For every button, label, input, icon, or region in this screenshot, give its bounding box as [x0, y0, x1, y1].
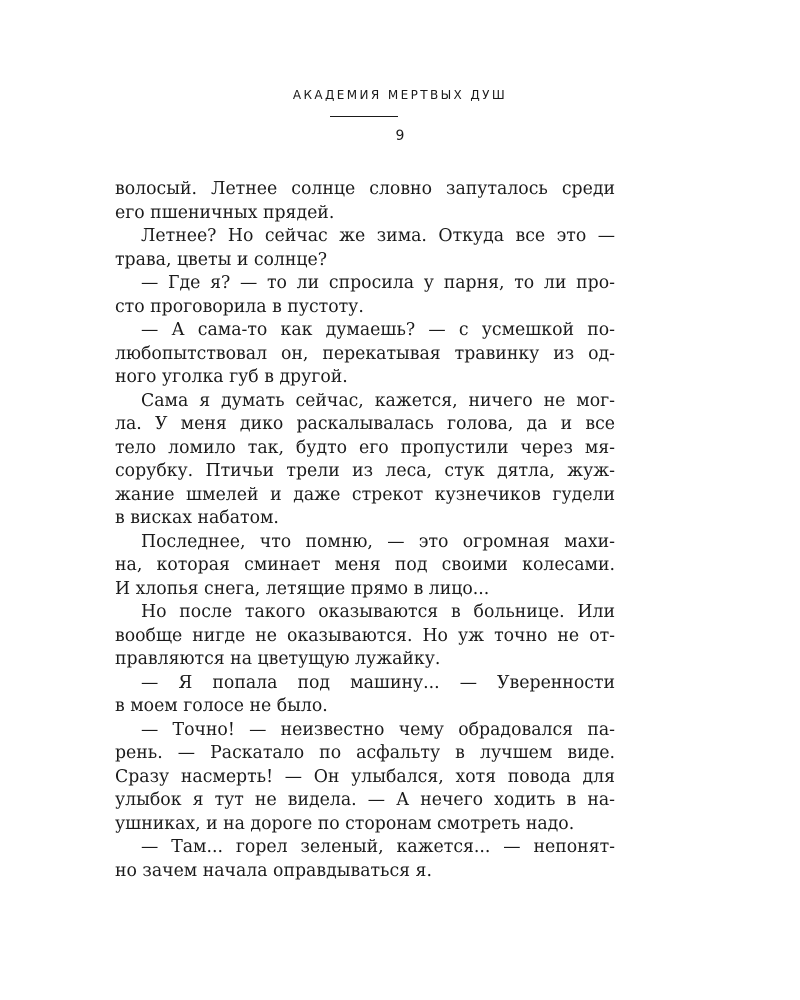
paragraph: [115, 719, 615, 837]
paragraph: [115, 272, 615, 319]
text-line: вообще нигде не оказываются. Но уж точно не от-: [115, 625, 615, 646]
text-line: правляются на цветущую лужайку.: [115, 649, 441, 669]
running-head: АКАДЕМИЯ МЕРТВЫХ ДУШ: [292, 88, 508, 102]
text-line: сто проговорила в пустоту.: [115, 296, 364, 317]
text-line: трава, цветы и солнце?: [115, 249, 328, 270]
text-line: — Там... горел зеленый, кажется... — непонят-: [141, 837, 615, 857]
page-number: 9: [395, 128, 405, 144]
text-line: ушниках, и на дороге по сторонам смотреть надо.: [115, 813, 575, 834]
text-line: ного уголка губ в другой.: [115, 367, 348, 387]
paragraph: [115, 319, 615, 390]
text-line: тело ломило так, будто его пропустили через мя-: [115, 437, 615, 458]
text-line: сорубку. Птичьи трели из леса, стук дятла, жуж-: [115, 461, 615, 481]
text-line: в висках набатом.: [115, 508, 279, 528]
text-line: Сразу насмерть! — Он улыбался, хотя повода для: [115, 766, 615, 787]
paragraph: [115, 601, 615, 672]
text-line: — Точно! — неизвестно чему обрадовался па-: [141, 719, 615, 740]
text-line: — Где я? — то ли спросила у парня, то ли про-: [141, 273, 615, 293]
header-rule: [330, 116, 398, 117]
paragraph: [115, 836, 615, 883]
paragraph: [115, 531, 615, 602]
text-line: Последнее, что помню, — это огромная махи-: [141, 531, 615, 552]
text-line: любопытствовал он, перекатывая травинку из од-: [115, 343, 615, 364]
paragraph: [115, 178, 615, 225]
text-line: улыбок я тут не видела. — А нечего ходить в на-: [115, 790, 615, 810]
text-line: но зачем начала оправдываться я.: [115, 860, 432, 881]
body-text: [115, 178, 615, 883]
text-line: — А сама-то как думаешь? — с усмешкой по-: [141, 320, 615, 340]
text-line: Но после такого оказываются в больнице. Или: [141, 602, 615, 622]
text-line: ла. У меня дико раскалывалась голова, да и все: [115, 414, 615, 434]
text-line: его пшеничных прядей.: [115, 202, 335, 223]
text-line: в моем голосе не было.: [115, 696, 328, 716]
text-line: рень. — Раскатало по асфальту в лучшем виде.: [115, 743, 615, 763]
text-line: И хлопья снега, летящие прямо в лицо...: [115, 578, 490, 599]
text-line: Сама я думать сейчас, кажется, ничего не мог-: [141, 390, 615, 411]
text-line: Летнее? Но сейчас же зима. Откуда все это —: [141, 226, 615, 246]
paragraph: [115, 672, 615, 719]
paragraph: [115, 390, 615, 531]
text-line: волосый. Летнее солнце словно запуталось среди: [115, 179, 615, 199]
text-line: — Я попала под машину... — Уверенности: [141, 672, 615, 693]
text-line: на, которая сминает меня под своими колесами.: [115, 555, 615, 575]
text-line: жание шмелей и даже стрекот кузнечиков гудели: [115, 484, 615, 505]
paragraph: [115, 225, 615, 272]
